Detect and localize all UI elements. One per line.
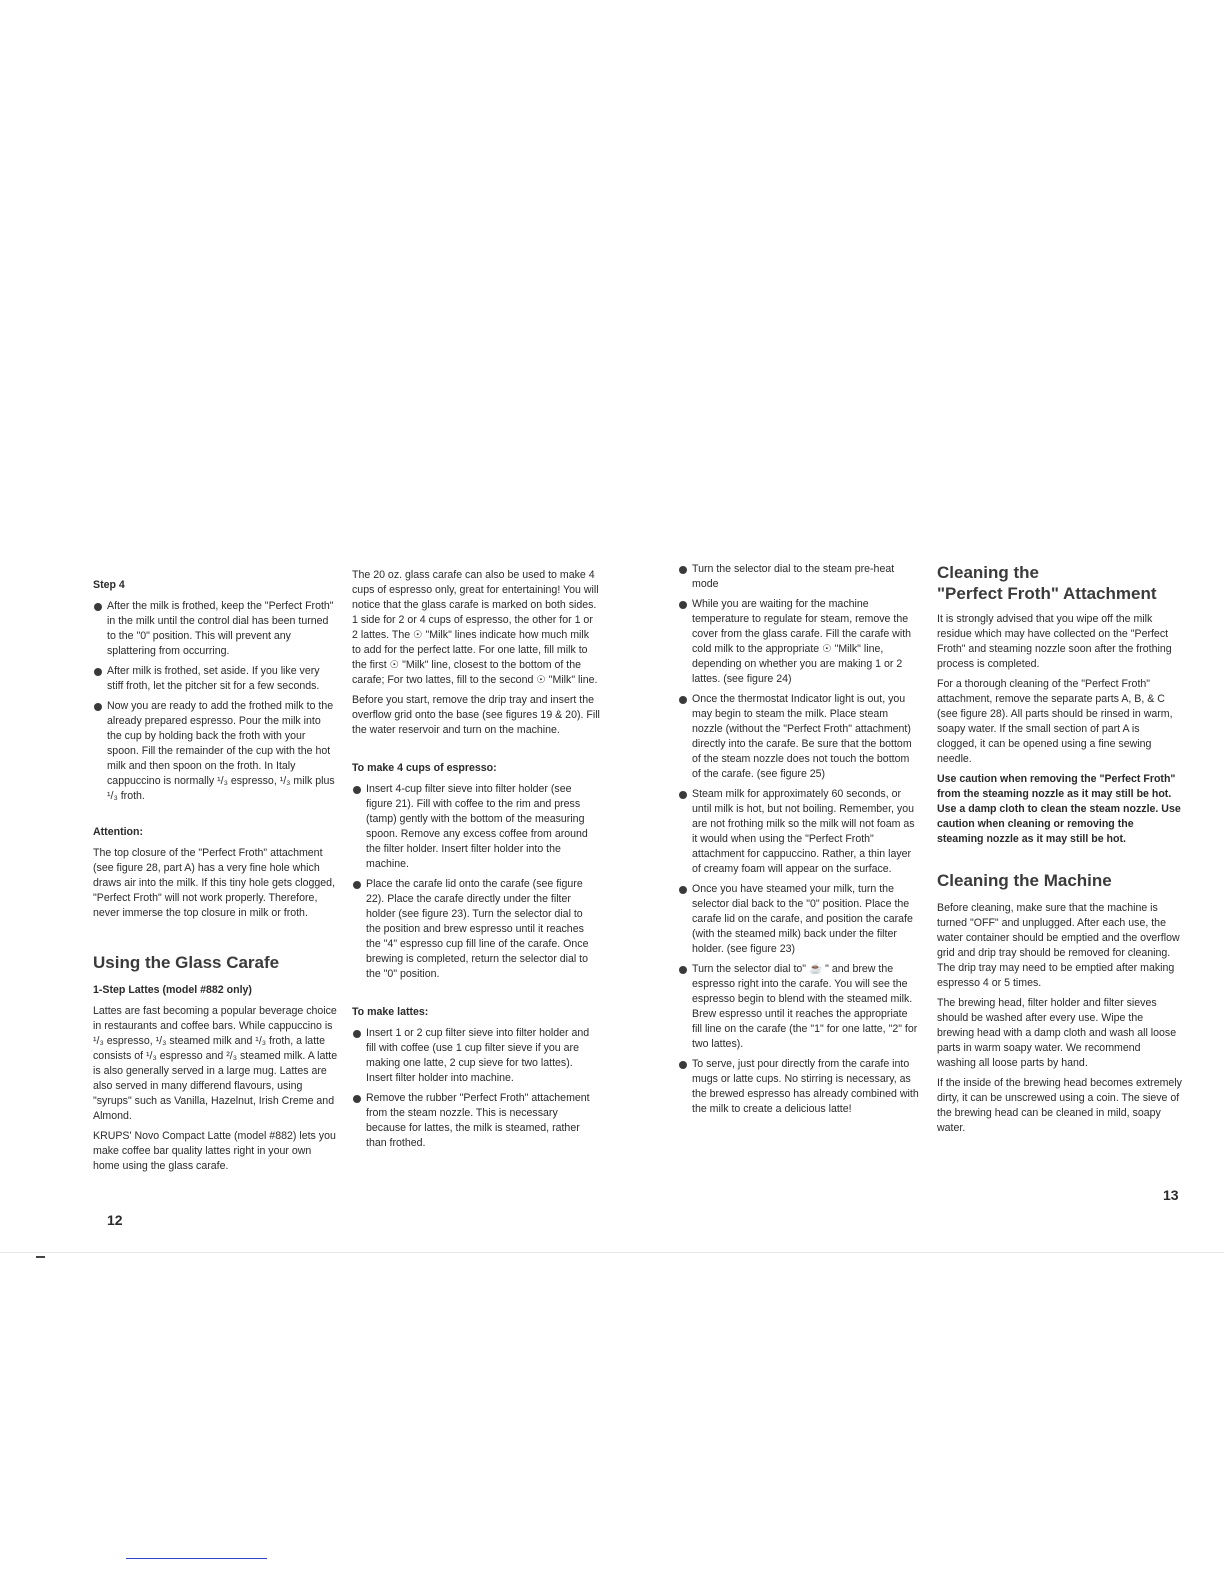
- list-item: Insert 1 or 2 cup filter sieve into filter holder and fill with coffee (use 1 cup filter sieve if you are making one latte, 2 cup sieve for two lattes). Insert filter holder into machine.: [352, 1026, 600, 1086]
- list-item: To serve, just pour directly from the carafe into mugs or latte cups. No stirring is necessary, as the brewed espresso has already combined with the milk to create a delicious latte!: [678, 1057, 920, 1117]
- cleaning-machine-para3: If the inside of the brewing head becomes extremely dirty, it can be unscrewed using a coin. The sieve of the brewing head can be cleaned in mild, soapy water.: [937, 1077, 1182, 1134]
- bullet-icon: [679, 1061, 687, 1069]
- page-number-left: 12: [107, 1212, 123, 1228]
- list-item: After milk is frothed, set aside. If you like very stiff froth, let the pitcher sit for a few seconds.: [93, 664, 338, 694]
- lattes-subheading: 1-Step Lattes (model #882 only): [93, 984, 252, 996]
- scan-mark: [36, 1256, 45, 1258]
- list-item: While you are waiting for the machine temperature to regulate for steam, remove the cover from the glass carafe. Fill the carafe with cold milk to the appropriate ☉ "Milk" line, depending on whether you are making 1 or 2 lattes. (see figure 24): [678, 597, 920, 687]
- list-item: Steam milk for approximately 60 seconds, or until milk is hot, but not boiling. Remember, you are not frothing milk so the milk will not foam as it would when using the "Perfect Froth" attachment for cappuccino. Rather, a thin layer of creamy foam will appear on the surface.: [678, 787, 920, 877]
- list-item: After the milk is frothed, keep the "Perfect Froth" in the milk until the control dial has been turned to the "0" position. This will prevent any splattering from occurring.: [93, 599, 338, 659]
- list-item: Turn the selector dial to the steam pre-heat mode: [678, 562, 920, 592]
- cleaning-machine-heading: Cleaning the Machine: [937, 871, 1112, 890]
- cleaning-froth-para2: For a thorough cleaning of the "Perfect Froth" attachment, remove the separate parts A, B, & C (see figure 28). All parts should be rinsed in warm, soapy water. If the small section of part A is clogged, it can be opened using a fine sewing needle.: [937, 678, 1173, 765]
- step4-heading: Step 4: [93, 579, 125, 591]
- cleaning-machine-para2: The brewing head, filter holder and filter sieves should be washed after every use. Wipe the brewing head with a damp cloth and wash all loose parts in warm soapy water. We recommend washing all loose parts by hand.: [937, 997, 1177, 1069]
- bullet-icon: [353, 881, 361, 889]
- lattes-heading: To make lattes:: [352, 1006, 429, 1018]
- bullet-icon: [679, 791, 687, 799]
- right-column-1: [678, 562, 920, 1122]
- attention-heading: Attention:: [93, 826, 144, 838]
- glass-carafe-para2: KRUPS' Novo Compact Latte (model #882) lets you make coffee bar quality lattes right in your own home using the glass carafe.: [93, 1130, 336, 1172]
- glass-carafe-heading: Using the Glass Carafe: [93, 953, 280, 972]
- cleaning-froth-heading-line1: Cleaning the: [937, 563, 1040, 582]
- espresso-heading: To make 4 cups of espresso:: [352, 762, 497, 774]
- step4-list: [93, 599, 338, 804]
- steam-list: [678, 562, 920, 1117]
- bullet-icon: [679, 601, 687, 609]
- glass-carafe-para1: Lattes are fast becoming a popular beverage choice in restaurants and coffee bars. While cappuccino is ¹/₃ espresso, ¹/₃ steamed milk and ¹/₃ froth, a latte consists of ¹/₃ espresso and ²/₃ steamed milk. A latte is also generally served in a large mug. Lattes are also served in many differend flavours, using "syrups" such as Vanilla, Hazelnut, Irish Creme and Almond.: [93, 1005, 338, 1122]
- left-column-2: [352, 568, 600, 1156]
- bullet-icon: [679, 696, 687, 704]
- right-column-2: [937, 562, 1182, 1141]
- cleaning-froth-heading: [937, 562, 1182, 604]
- bullet-icon: [353, 1030, 361, 1038]
- list-item: Turn the selector dial to" ☕ " and brew the espresso right into the carafe. You will see the espresso begin to blend with the steamed milk. Brew espresso until it reaches the appropriate fill line on the carafe (the "1" for one latte, "2" for two lattes).: [678, 962, 920, 1052]
- list-item: Place the carafe lid onto the carafe (see figure 22). Place the carafe directly under the filter holder (see figure 23). Turn the selector dial to the position and brew espresso until it reaches the "4" espresso cup fill line of the carafe. Once brewing is completed, return the selector dial to the "0" position.: [352, 877, 600, 982]
- footer-link-line: [126, 1558, 267, 1559]
- bullet-icon: [353, 786, 361, 794]
- bullet-icon: [94, 703, 102, 711]
- bottom-divider: [0, 1252, 1224, 1253]
- cleaning-froth-heading-line2: "Perfect Froth" Attachment: [937, 584, 1157, 603]
- bullet-icon: [679, 886, 687, 894]
- page-number-right: 13: [1163, 1187, 1179, 1203]
- bullet-icon: [94, 603, 102, 611]
- cleaning-machine-para1: Before cleaning, make sure that the machine is turned "OFF" and unplugged. After each use, the water container should be emptied and the overflow grid and drip tray should be removed for cleaning. The drip tray may need to be emptied after making espresso 4 or 5 times.: [937, 902, 1180, 989]
- list-item: Once the thermostat Indicator light is out, you may begin to steam the milk. Place steam nozzle (without the "Perfect Froth" attachment) directly into the carafe. Be sure that the bottom of the steam nozzle does not touch the bottom of the carafe. (see figure 25): [678, 692, 920, 782]
- list-item: Insert 4-cup filter sieve into filter holder (see figure 21). Fill with coffee to the rim and press (tamp) gently with the bottom of the measuring spoon. Remove any excess coffee from around the filter holder. Insert filter holder into the machine.: [352, 782, 600, 872]
- carafe-intro: The 20 oz. glass carafe can also be used to make 4 cups of espresso only, great for entertaining! You will notice that the glass carafe is marked on both sides. 1 side for 2 or 4 cups of espresso, the other for 1 or 2 lattes. The ☉ "Milk" lines indicate how much milk to add for the perfect latte. For one latte, fill milk to the first ☉ "Milk" line, closest to the bottom of the carafe; For two lattes, fill to the second ☉ "Milk" line.: [352, 569, 599, 686]
- cleaning-froth-para1: It is strongly advised that you wipe off the milk residue which may have collected on the "Perfect Froth" and steaming nozzle soon after the frothing process is completed.: [937, 613, 1172, 670]
- bullet-icon: [679, 966, 687, 974]
- bullet-icon: [94, 668, 102, 676]
- lattes-list: [352, 1026, 600, 1151]
- left-column-1: [93, 578, 338, 1179]
- bullet-icon: [679, 566, 687, 574]
- cleaning-froth-caution: Use caution when removing the "Perfect Froth" from the steaming nozzle as it may still be hot. Use a damp cloth to clean the steam nozzle. Use caution when cleaning or removing the steaming nozzle as it may still be hot.: [937, 773, 1181, 845]
- list-item: Remove the rubber "Perfect Froth" attachement from the steam nozzle. This is necessary because for lattes, the milk is steamed, rather than frothed.: [352, 1091, 600, 1151]
- bullet-icon: [353, 1095, 361, 1103]
- espresso-list: [352, 782, 600, 982]
- attention-text: The top closure of the "Perfect Froth" attachment (see figure 28, part A) has a very fine hole which draws air into the milk. If this tiny hole gets clogged, "Perfect Froth" will not work properly. Therefore, never immerse the top closure in milk or froth.: [93, 847, 336, 919]
- before-you-start: Before you start, remove the drip tray and insert the overflow grid onto the base (see figures 19 & 20). Fill the water reservoir and turn on the machine.: [352, 694, 600, 736]
- list-item: Once you have steamed your milk, turn the selector dial back to the "0" position. Place the carafe lid on the carafe, and position the carafe (with the steamed milk) back under the filter holder. (see figure 23): [678, 882, 920, 957]
- list-item: Now you are ready to add the frothed milk to the already prepared espresso. Pour the milk into the cup by holding back the froth with your spoon. Fill the remainder of the cup with the hot milk and then spoon on the froth. In Italy cappuccino is normally ¹/₃ espresso, ¹/₃ milk plus ¹/₃ froth.: [93, 699, 338, 804]
